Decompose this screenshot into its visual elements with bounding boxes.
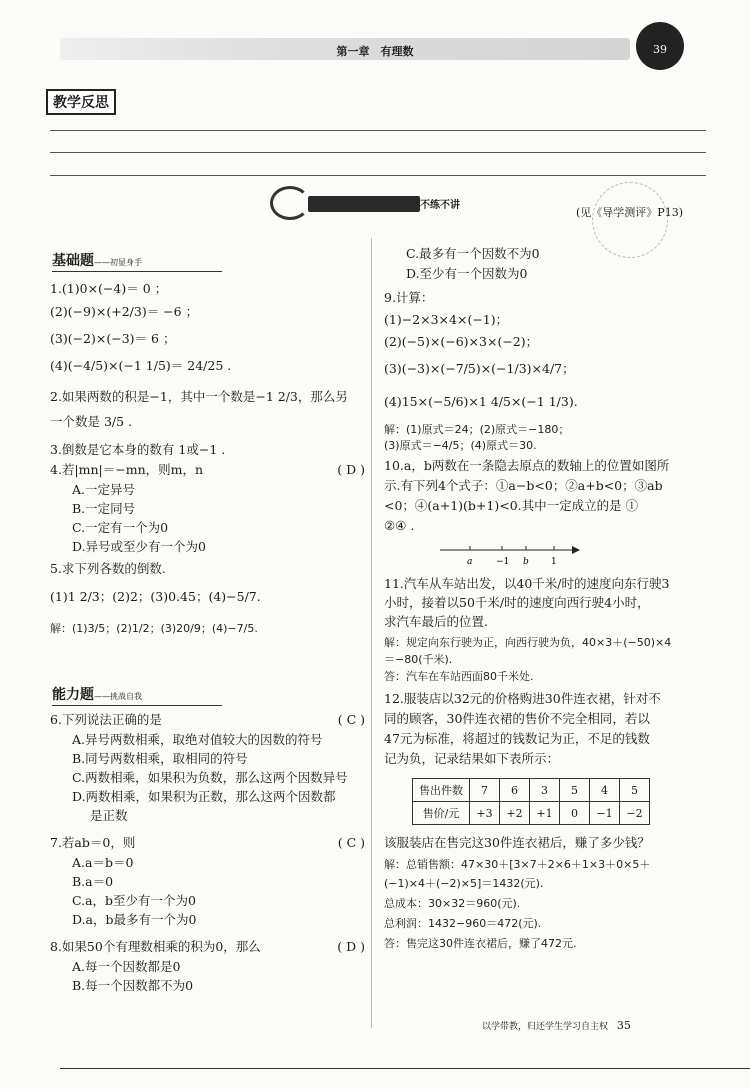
text-line: 该服装店在售完这30件连衣裙后，赚了多少钱？ <box>384 835 650 850</box>
option: C.a，b至少有一个为0 <box>72 893 196 908</box>
answer-text: 答：汽车在车站西面80千米处. <box>384 670 534 683</box>
right-block-2 <box>384 576 714 771</box>
answer-text: 解：总销售额：47×30＋[3×7＋2×6＋1×3＋0×5＋ <box>384 858 651 871</box>
option: A.一定异号 <box>72 482 136 497</box>
text-line <box>50 712 365 732</box>
point-label: 1 <box>551 557 557 567</box>
section-banner <box>260 186 480 220</box>
option: A.每一个因数都是0 <box>72 959 181 974</box>
text-line <box>50 462 365 482</box>
option: C.一定有一个为0 <box>72 520 169 535</box>
column-divider <box>371 238 372 1028</box>
option: C.两数相乘，如果积为负数，那么这两个因数异号 <box>72 770 348 785</box>
answer-text: 总利润：1432−960＝472(元). <box>384 917 542 930</box>
table-cell: 5 <box>560 779 590 802</box>
text-line: 11.汽车从车站出发，以40千米/时的速度向东行驶3 <box>384 576 670 591</box>
text-line: 9.计算： <box>384 290 434 305</box>
option: B.一定同号 <box>72 501 136 516</box>
table-cell: 3 <box>530 779 560 802</box>
section-subtitle: ——初显身手 <box>94 258 142 267</box>
table-cell: 售出件数 <box>413 779 470 802</box>
text-line: (1)1 2/3；(2)2；(3)0.45；(4)−5/7. <box>50 589 261 604</box>
option: C.最多有一个因数不为0 <box>406 246 540 261</box>
table-cell: 7 <box>470 779 500 802</box>
text-line: (1)−2×3×4×(−1)； <box>384 312 509 327</box>
section-title: 能力题 <box>52 687 94 703</box>
answer-choice: ( D ) <box>337 939 365 954</box>
number-line <box>440 540 580 570</box>
option: B.a＝0 <box>72 874 114 889</box>
text-line: 求汽车最后的位置. <box>384 614 488 629</box>
section-basic <box>52 250 222 272</box>
banner-tag: 不练不讲 <box>420 200 460 211</box>
page-number: 35 <box>616 1019 631 1032</box>
arrow-icon <box>572 546 580 554</box>
footer <box>482 1019 631 1032</box>
table-cell: 0 <box>560 802 590 825</box>
reflection-rule <box>50 130 706 131</box>
text-line: ②④ . <box>384 518 415 533</box>
section-title: 基础题 <box>52 253 94 269</box>
text-line: 47元为标准，将超过的钱数记为正，不足的钱数 <box>384 731 650 746</box>
answer-text: (3)原式＝−4/5；(4)原式＝30. <box>384 439 537 452</box>
answer-choice: ( D ) <box>337 462 365 477</box>
reflection-rule <box>50 175 706 176</box>
text-line: 12.服装店以32元的价格购进30件连衣裙，针对不 <box>384 691 661 706</box>
question-text: 6.下列说法正确的是 <box>50 712 162 727</box>
text-line <box>50 939 365 959</box>
text-line: <0；④(a+1)(b+1)<0.其中一定成立的是 ① <box>384 498 639 513</box>
option: D.异号或至少有一个为0 <box>72 539 207 554</box>
right-block-1 <box>384 246 714 536</box>
reference-note: (见《导学测评》P13) <box>576 206 683 219</box>
footer-slogan: 以学带教，归还学生学习自主权 <box>482 1022 609 1032</box>
text-line: (2)(−9)×(+2/3)＝ −6 ； <box>50 304 199 319</box>
table-row <box>413 779 650 802</box>
text-line: 10.a，b两数在一条隐去原点的数轴上的位置如图所 <box>384 458 670 473</box>
text-line <box>50 835 365 855</box>
answer-text: 解：(1)3/5；(2)1/2；(3)20/9；(4)−7/5. <box>50 622 258 635</box>
page-badge: 39 <box>636 22 684 70</box>
table-cell: +2 <box>500 802 530 825</box>
question-text: 7.若ab＝0，则 <box>50 835 136 850</box>
table-cell: 5 <box>620 779 650 802</box>
answer-text: 答：售完这30件连衣裙后，赚了472元. <box>384 937 577 950</box>
text-line: 3.倒数是它本身的数有 1或−1 . <box>50 442 226 457</box>
chapter-title: 第一章 有理数 <box>336 45 414 58</box>
left-block-2 <box>50 712 365 997</box>
answer-text: 总成本：30×32＝960(元). <box>384 897 521 910</box>
text-line: 2.如果两数的积是−1，其中一个数是−1 2/3，那么另 <box>50 389 348 404</box>
option: D.a，b最多有一个为0 <box>72 912 197 927</box>
table-cell: 6 <box>500 779 530 802</box>
answer-text: ＝−80(千米). <box>384 653 453 666</box>
text-line: (4)(−4/5)×(−1 1/5)＝ 24/25 . <box>50 358 232 373</box>
table-cell: +1 <box>530 802 560 825</box>
table-cell: −1 <box>590 802 620 825</box>
answer-choice: ( C ) <box>337 835 365 850</box>
table-cell: +3 <box>470 802 500 825</box>
option: D.至少有一个因数为0 <box>406 266 528 281</box>
table-row <box>413 802 650 825</box>
text-line: 记为负，记录结果如下表所示： <box>384 751 560 766</box>
sales-table <box>412 778 650 825</box>
point-label: −1 <box>496 557 510 567</box>
text-line: 示.有下列4个式子：①a−b<0；②a+b<0；③ab <box>384 478 663 493</box>
swirl-icon <box>270 186 310 220</box>
text-line: (3)(−2)×(−3)＝ 6 ； <box>50 331 176 346</box>
option: B.每一个因数都不为0 <box>72 978 194 993</box>
point-label: a <box>467 557 473 567</box>
text-line: (4)15×(−5/6)×1 4/5×(−1 1/3). <box>384 394 578 409</box>
table-cell: 4 <box>590 779 620 802</box>
reflection-label: 教学反思 <box>46 89 116 115</box>
answer-choice: ( C ) <box>337 712 365 727</box>
question-text: 8.如果50个有理数相乘的积为0，那么 <box>50 939 261 954</box>
footer-rule <box>60 1068 750 1069</box>
option: A.a＝b＝0 <box>72 855 134 870</box>
point-label: b <box>523 557 529 567</box>
text-line: (3)(−3)×(−7/5)×(−1/3)×4/7； <box>384 361 575 376</box>
text-line: 一个数是 3/5 . <box>50 414 133 429</box>
option: 是正数 <box>90 808 128 823</box>
left-block-1 <box>50 281 365 641</box>
option: B.同号两数相乘，取相同的符号 <box>72 751 248 766</box>
answer-text: 解：(1)原式＝24；(2)原式＝−180； <box>384 423 570 436</box>
banner-band <box>308 196 420 212</box>
section-ability <box>52 684 222 706</box>
table-cell: 售价/元 <box>413 802 470 825</box>
text-line: 小时，接着以50千米/时的速度向西行驶4小时， <box>384 595 650 610</box>
text-line: 同的顾客，30件连衣裙的售价不完全相同，若以 <box>384 711 650 726</box>
answer-text: 解：规定向东行驶为正，向西行驶为负，40×3＋(−50)×4 <box>384 636 672 649</box>
section-subtitle: ——挑战自我 <box>94 692 142 701</box>
table-cell: −2 <box>620 802 650 825</box>
option: A.异号两数相乘，取绝对值较大的因数的符号 <box>72 732 323 747</box>
option: D.两数相乘，如果积为正数，那么这两个因数都 <box>72 789 336 804</box>
reflection-rule <box>50 152 706 153</box>
right-block-3 <box>384 835 714 956</box>
question-text: 4.若|mn|＝−mn，则m，n <box>50 462 204 477</box>
text-line: 5.求下列各数的倒数. <box>50 561 166 576</box>
text-line: (2)(−5)×(−6)×3×(−2)； <box>384 334 539 349</box>
answer-text: (−1)×4＋(−2)×5]＝1432(元). <box>384 877 544 890</box>
text-line: 1.(1)0×(−4)＝ 0 ； <box>50 281 168 296</box>
